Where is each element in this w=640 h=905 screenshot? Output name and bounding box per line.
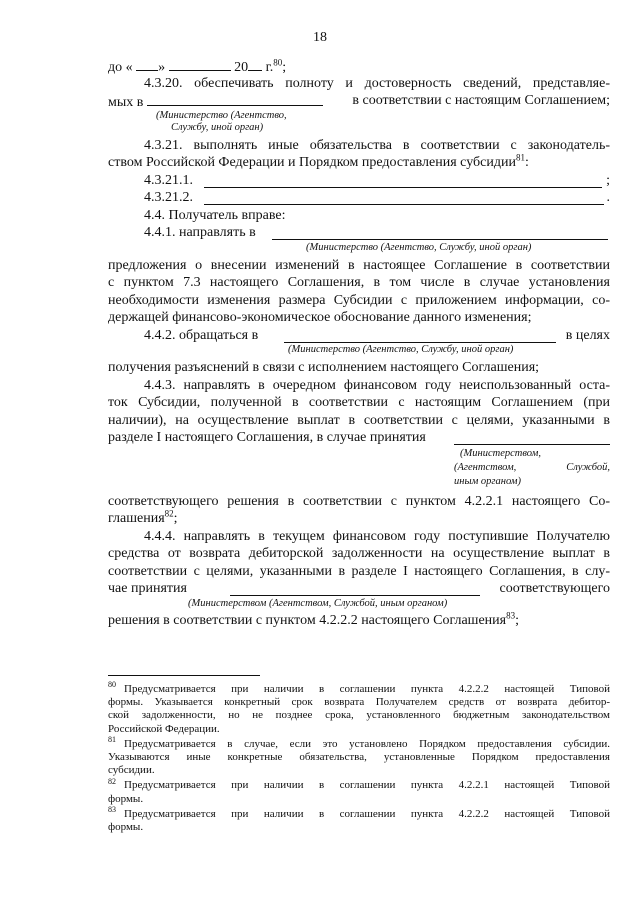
footnote-mark: 82: [108, 776, 116, 786]
text-line: предложения о внесении изменений в настоящее Соглашение в соответствии: [108, 257, 610, 273]
fill-blank: [272, 226, 608, 240]
fill-blank: [230, 582, 480, 596]
fill-blank: [204, 174, 602, 188]
footnote-line: формы.: [108, 792, 144, 805]
fill-blank: [284, 329, 556, 343]
year-blank: [248, 57, 262, 71]
footnote-line: $^{82}$ Предусматривается при наличии в соглашении пункта 4.2.2.1 настоящей Типовой: [108, 776, 610, 792]
text-line: мых в в соответствии с настоящим Соглашением;: [108, 93, 610, 110]
footnote-ref: 81: [515, 152, 525, 163]
document-body: [108, 57, 610, 629]
text-line: 4.4.4. направлять в текущем финансовом году поступившие Получателю: [144, 528, 610, 544]
text-line: соответствии с целями, указанными в разделе I настоящего Соглашения, в слу-: [108, 563, 610, 579]
text-line: 4.4.2. обращаться в в целях: [144, 327, 610, 343]
field-caption: (Министерством (Агентством, Службой, иным органом): [188, 597, 448, 609]
footnote-mark: 83: [108, 805, 116, 815]
footnote-ref: 82: [164, 508, 174, 519]
field-caption: (Министерство (Агентство,: [156, 109, 287, 121]
date-line: до « » 20 г.$^{80}$;: [108, 57, 287, 75]
text-line: 4.3.21.2. .: [144, 190, 610, 205]
text-line: 4.3.20. обеспечивать полноту и достоверность сведений, представляе-: [144, 75, 610, 91]
text-line: ток Субсидии, полученной в соответствии с настоящим Соглашением (при: [108, 395, 610, 410]
text-line: разделе I настоящего Соглашения, в случае принятия: [108, 429, 610, 447]
text-line: наличии), на осуществление выплат в соответствии с целями, указанными в: [108, 412, 610, 428]
footnote-mark: 81: [108, 735, 116, 745]
footnote-line: Российской Федерации.: [108, 722, 220, 735]
text-line: соответствующего решения в соответствии с пунктом 4.2.2.1 настоящего Со-: [108, 493, 610, 509]
footnotes: [108, 680, 610, 834]
footnote-line: субсидии.: [108, 764, 155, 777]
text-line: 4.4.3. направлять в очередном финансовом году неиспользованный оста-: [144, 377, 610, 393]
fill-blank: [454, 431, 610, 445]
footnote-mark: 80: [108, 680, 116, 690]
fill-blank: [147, 92, 323, 106]
field-caption: (Министерство (Агентство, Службу, иной орган): [288, 344, 514, 355]
text-line: держащей финансово-экономическое обоснование данного изменения;: [108, 310, 532, 325]
field-caption: Службу, иной орган): [171, 121, 264, 133]
text-line: необходимости изменения размера Субсидии с приложением информации, со-: [108, 292, 610, 308]
field-caption: иным органом): [454, 475, 521, 487]
fill-blank: [204, 191, 604, 205]
text-line: чае принятия соответствующего: [108, 581, 610, 596]
text-line: ством Российской Федерации и Порядком предоставления субсидии$^{81}$:: [108, 152, 529, 170]
text-line: 4.4.1. направлять в: [108, 224, 610, 242]
footnote-line: $^{83}$ Предусматривается при наличии в соглашении пункта 4.2.2.2 настоящей Типовой: [108, 805, 610, 820]
footnote-line: $^{81}$ Предусматривается в случае, если это установлено Порядком предоставления субсидии.: [108, 735, 610, 750]
text-line: 4.4. Получатель вправе:: [144, 207, 286, 223]
field-caption: (Министерством,: [460, 447, 541, 459]
footnote-line: ской задолженности, но не позднее срока, установленного бюджетным законодательством: [108, 709, 610, 722]
text-line: с пунктом 7.3 настоящего Соглашения, в том числе в случае установления: [108, 275, 610, 290]
text-line: решения в соответствии с пунктом 4.2.2.2 настоящего Соглашения$^{83}$;: [108, 609, 519, 628]
page-number: 18: [313, 30, 327, 45]
text-line: 4.3.21.1. ;: [144, 172, 610, 188]
text-line: глашения$^{82}$;: [108, 508, 178, 526]
footnote-ref: 80: [273, 57, 283, 68]
text-line: средства от возврата дебиторской задолженности на осуществление выплат в: [108, 546, 610, 561]
text-line: получения разъяснений в связи с исполнением настоящего Соглашения;: [108, 360, 540, 375]
field-caption: (Министерство (Агентство, Службу, иной орган): [306, 241, 532, 253]
month-blank: [169, 57, 231, 71]
text-line: 4.3.21. выполнять иные обязательства в соответствии с законодатель-: [144, 137, 610, 153]
footnote-line: формы. Указывается конкретный срок возврата Получателем средств от возврата дебитор-: [108, 696, 610, 709]
footnote-line: формы.: [108, 821, 144, 834]
day-blank: [136, 57, 158, 71]
footnote-ref: 83: [506, 609, 516, 620]
footnote-line: Указываются иные конкретные обязательства, установленные Порядком предоставления: [108, 751, 610, 764]
footnote-line: $^{80}$ Предусматривается при наличии в соглашении пункта 4.2.2.2 настоящей Типовой: [108, 680, 610, 695]
field-caption: (Агентством, Службой,: [454, 461, 610, 473]
footnote-separator: [108, 675, 260, 676]
